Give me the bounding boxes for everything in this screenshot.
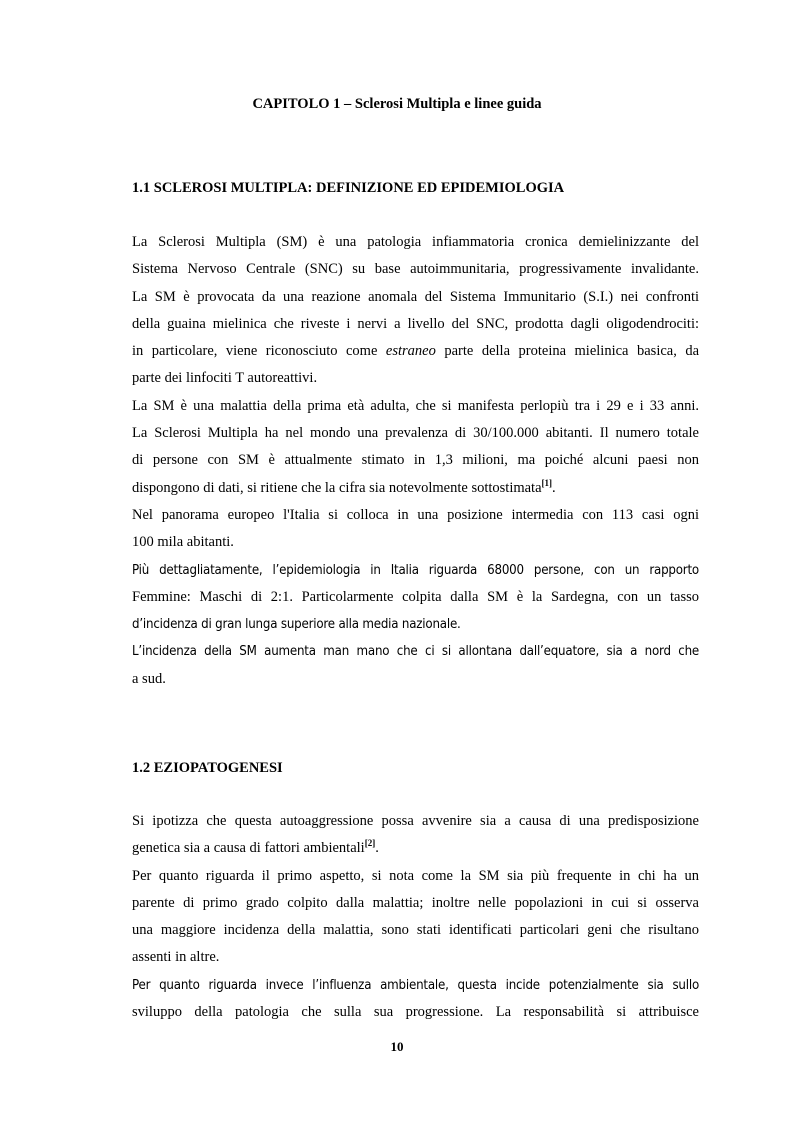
text-line: di persone con SM è attualmente stimato in 1,3 milioni, ma poiché alcuni paesi non — [132, 452, 699, 469]
section-body-definizione — [132, 229, 699, 693]
text-line: Sistema Nervoso Centrale (SNC) su base autoimmunitaria, progressivamente invalidante. — [132, 261, 699, 278]
text-line: Si ipotizza che questa autoaggressione possa avvenire sia a causa di una predisposizione — [132, 813, 699, 829]
text-line: Femmine: Maschi di 2:1. Particolarmente colpita dalla SM è la Sardegna, con un tasso — [132, 588, 699, 605]
text-line: in particolare, viene riconosciuto come estraneo parte della proteina mielinica basica, da — [132, 343, 699, 360]
text-line: a sud. — [132, 670, 166, 687]
citation-ref-1: [1] — [541, 477, 553, 488]
text-line: 100 mila abitanti. — [132, 534, 234, 551]
text-line: genetica sia a causa di fattori ambientali[2]. — [132, 838, 379, 857]
page-number: 10 — [390, 1039, 404, 1054]
citation-ref-2: [2] — [364, 838, 376, 849]
text-line: sviluppo della patologia che sulla sua progressione. La responsabilità si attribuisce — [132, 1004, 699, 1021]
section-heading-definizione: 1.1 SCLEROSI MULTIPLA: DEFINIZIONE ED EPIDEMIOLOGIA — [132, 180, 565, 196]
text-line: della guaina mielinica che riveste i nervi a livello del SNC, prodotta dagli oligodendrociti: — [132, 315, 699, 332]
text-line: Più dettagliatamente, l’epidemiologia in Italia riguarda 68000 persone, con un rapporto — [132, 562, 699, 578]
text-line: La SM è provocata da una reazione anomala del Sistema Immunitario (S.I.) nei confronti — [132, 288, 699, 305]
text-line: Nel panorama europeo l'Italia si colloca in una posizione intermedia con 113 casi ogni — [132, 506, 699, 523]
section-heading-eziopatogenesi: 1.2 EZIOPATOGENESI — [132, 760, 283, 776]
text-line: assenti in altre. — [132, 949, 220, 966]
text-line: parente di primo grado colpito dalla malattia; inoltre nelle popolazioni in cui si osserva — [132, 894, 699, 911]
text-line: La Sclerosi Multipla ha nel mondo una prevalenza di 30/100.000 abitanti. Il numero totale — [132, 425, 699, 442]
text-line: parte dei linfociti T autoreattivi. — [132, 370, 318, 387]
text-line: La Sclerosi Multipla (SM) è una patologia infiammatoria cronica demielinizzante del — [132, 234, 699, 250]
text-line: Per quanto riguarda invece l’influenza ambientale, questa incide potenzialmente sia sullo — [132, 977, 699, 993]
text-line: La SM è una malattia della prima età adulta, che si manifesta perlopiù tra i 29 e i 33 anni. — [132, 397, 699, 414]
text-line: Per quanto riguarda il primo aspetto, si nota come la SM sia più frequente in chi ha un — [132, 867, 699, 884]
chapter-title: CAPITOLO 1 – Sclerosi Multipla e linee guida — [252, 96, 542, 112]
text-line: L’incidenza della SM aumenta man mano che ci si allontana dall’equatore, sia a nord che — [132, 644, 699, 660]
section-body-eziopatogenesi — [132, 808, 699, 1026]
text-line: una maggiore incidenza della malattia, sono stati identificati particolari geni che risultano — [132, 922, 699, 939]
emphasis-text: estraneo — [385, 343, 436, 360]
text-line: dispongono di dati, si ritiene che la cifra sia notevolmente sottostimata[1]. — [132, 477, 556, 496]
text-line: d’incidenza di gran lunga superiore alla media nazionale. — [132, 617, 461, 633]
